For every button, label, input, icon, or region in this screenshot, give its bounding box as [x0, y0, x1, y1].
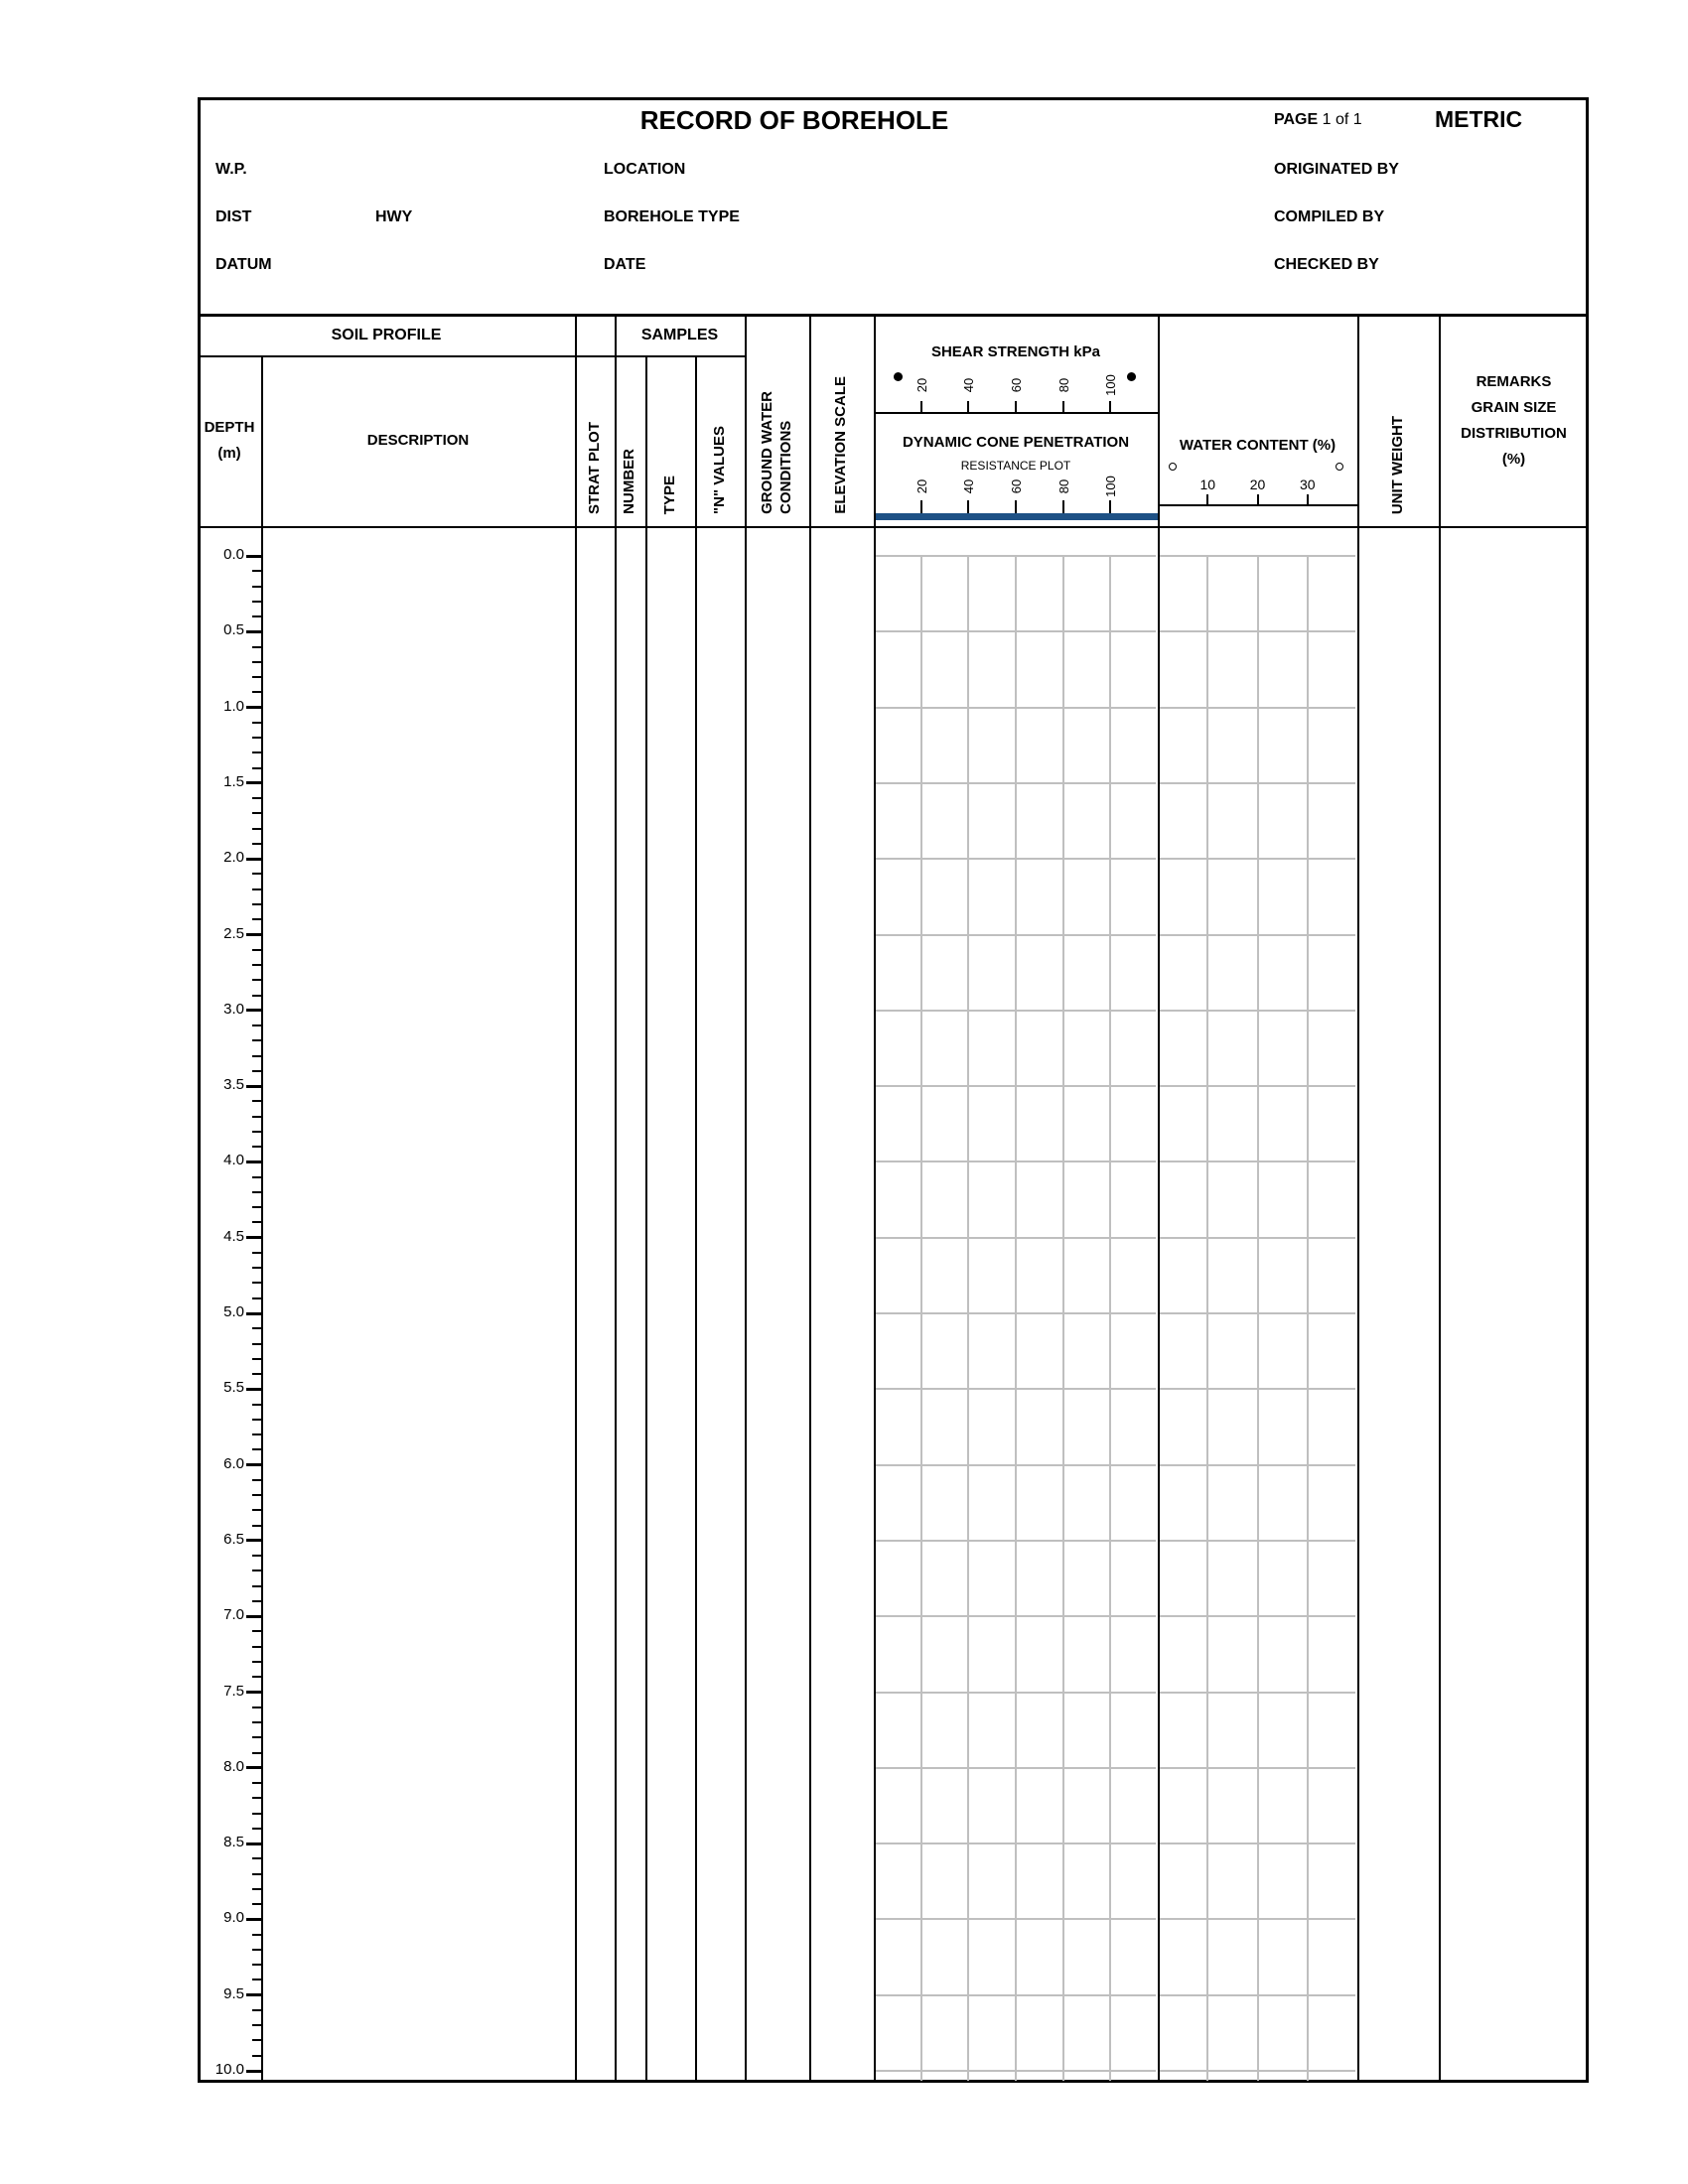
water-content-title: WATER CONTENT (%): [1179, 437, 1336, 454]
depth-label: 7.5: [223, 1682, 244, 1700]
depth-label: 2.5: [223, 924, 244, 942]
depth-label: 4.5: [223, 1227, 244, 1245]
depth-minor-tick: [252, 615, 261, 617]
plot-v-gridline: [1307, 556, 1309, 2081]
depth-major-tick: [246, 1009, 261, 1012]
depth-minor-tick: [252, 1661, 261, 1663]
depth-minor-tick: [252, 1979, 261, 1980]
depth-minor-tick: [252, 1116, 261, 1118]
depth-minor-tick: [252, 676, 261, 678]
depth-major-tick: [246, 858, 261, 861]
shear-tick: [967, 401, 969, 412]
dcpt-tick-label: 40: [961, 478, 977, 494]
depth-minor-tick: [252, 903, 261, 905]
borehole-type-label: BOREHOLE TYPE: [604, 208, 740, 225]
water-content-left-dot-icon: [1169, 463, 1177, 471]
shear-tick: [1109, 401, 1111, 412]
col-line-unitweight: [1439, 316, 1441, 2083]
depth-major-tick: [246, 1160, 261, 1163]
dcpt-subtitle: RESISTANCE PLOT: [960, 459, 1071, 473]
depth-label: 1.0: [223, 697, 244, 715]
depth-label: 4.0: [223, 1152, 244, 1169]
depth-major-tick: [246, 555, 261, 558]
water-content-tick: [1206, 494, 1208, 504]
depth-minor-tick: [252, 1448, 261, 1450]
depth-minor-tick: [252, 1585, 261, 1587]
depth-minor-tick: [252, 2039, 261, 2041]
ground-water-line2: CONDITIONS: [776, 420, 794, 514]
depth-minor-tick: [252, 797, 261, 799]
depth-major-tick: [246, 1691, 261, 1694]
depth-label: 3.5: [223, 1076, 244, 1094]
ground-water-line1: GROUND WATER: [758, 391, 775, 514]
depth-minor-tick: [252, 1509, 261, 1511]
plot-v-gridline: [920, 556, 922, 2081]
depth-minor-tick: [252, 601, 261, 603]
depth-minor-tick: [252, 1146, 261, 1148]
location-label: LOCATION: [604, 161, 686, 178]
depth-minor-tick: [252, 737, 261, 739]
depth-minor-tick: [252, 1813, 261, 1815]
depth-major-tick: [246, 1615, 261, 1618]
depth-minor-tick: [252, 1479, 261, 1481]
depth-minor-tick: [252, 995, 261, 997]
plot-v-gridline: [1062, 556, 1064, 2081]
depth-minor-tick: [252, 1888, 261, 1890]
depth-minor-tick: [252, 767, 261, 769]
depth-major-tick: [246, 706, 261, 709]
col-line-groundwater: [809, 316, 811, 2083]
depth-minor-tick: [252, 1782, 261, 1784]
depth-label: 6.5: [223, 1530, 244, 1548]
unit-weight-column-header: UNIT WEIGHT: [1388, 415, 1406, 514]
depth-major-tick: [246, 1766, 261, 1769]
depth-minor-tick: [252, 2024, 261, 2026]
depth-label: 8.0: [223, 1757, 244, 1775]
depth-minor-tick: [252, 888, 261, 890]
number-column-header: NUMBER: [621, 449, 638, 514]
shear-tick: [1015, 401, 1017, 412]
shear-tick-label: 20: [914, 377, 929, 393]
depth-minor-tick: [252, 1404, 261, 1406]
page-indicator: [1274, 111, 1362, 129]
water-content-right-dot-icon: [1336, 463, 1343, 471]
depth-minor-tick: [252, 949, 261, 951]
shear-left-dot-icon: [894, 372, 903, 381]
depth-minor-tick: [252, 1282, 261, 1284]
depth-minor-tick: [252, 1630, 261, 1632]
depth-major-tick: [246, 781, 261, 784]
dcpt-blue-axis-line: [874, 513, 1158, 520]
depth-minor-tick: [252, 918, 261, 920]
depth-minor-tick: [252, 1903, 261, 1905]
dcpt-tick: [967, 500, 969, 513]
depth-minor-tick: [252, 1706, 261, 1708]
ground-water-column-header: [745, 316, 809, 526]
samples-band: SAMPLES: [640, 327, 719, 343]
depth-major-tick: [246, 1993, 261, 1996]
depth-minor-tick: [252, 1419, 261, 1421]
shear-tick: [920, 401, 922, 412]
soil-profile-band: SOIL PROFILE: [331, 327, 442, 343]
dcpt-tick-label: 20: [914, 478, 929, 494]
n-values-column-header: "N" VALUES: [710, 426, 728, 514]
depth-minor-tick: [252, 979, 261, 981]
depth-minor-tick: [252, 2055, 261, 2057]
shear-tick-label: 100: [1103, 374, 1119, 396]
depth-minor-tick: [252, 691, 261, 693]
depth-label: DEPTH: [204, 418, 255, 436]
datum-label: DATUM: [215, 256, 272, 273]
depth-minor-tick: [252, 1373, 261, 1375]
depth-minor-tick: [252, 1873, 261, 1875]
date-label: DATE: [604, 256, 646, 273]
depth-minor-tick: [252, 1736, 261, 1738]
dcpt-tick-label: 60: [1009, 478, 1024, 494]
water-content-tick-label: 30: [1299, 477, 1316, 492]
header-bottom-border: [198, 526, 1589, 528]
depth-major-tick: [246, 1463, 261, 1466]
depth-label: 8.5: [223, 1834, 244, 1851]
hwy-label: HWY: [375, 208, 413, 225]
depth-major-tick: [246, 1236, 261, 1239]
remarks-line1: REMARKS: [1476, 372, 1552, 390]
shear-tick: [1062, 401, 1064, 412]
depth-minor-tick: [252, 661, 261, 663]
depth-minor-tick: [252, 1857, 261, 1859]
remarks-column-header: [1439, 316, 1589, 526]
depth-minor-tick: [252, 1191, 261, 1193]
col-line-elevation: [874, 316, 876, 2083]
plot-v-gridline: [967, 556, 969, 2081]
originated-by-label: ORIGINATED BY: [1274, 161, 1399, 178]
depth-minor-tick: [252, 1358, 261, 1360]
depth-minor-tick: [252, 1494, 261, 1496]
depth-label: 0.0: [223, 546, 244, 563]
depth-major-tick: [246, 1388, 261, 1391]
depth-minor-tick: [252, 1752, 261, 1754]
depth-minor-tick: [252, 1964, 261, 1966]
depth-minor-tick: [252, 1600, 261, 1602]
dcpt-title: DYNAMIC CONE PENETRATION: [902, 434, 1130, 451]
depth-minor-tick: [252, 812, 261, 814]
depth-label: 6.0: [223, 1454, 244, 1472]
col-line-depth: [261, 355, 263, 2083]
depth-minor-tick: [252, 1221, 261, 1223]
remarks-line2: GRAIN SIZE: [1471, 398, 1557, 416]
description-column-header: DESCRIPTION: [366, 431, 470, 449]
depth-minor-tick: [252, 1267, 261, 1269]
depth-minor-tick: [252, 828, 261, 830]
depth-label: 1.5: [223, 772, 244, 790]
depth-minor-tick: [252, 1555, 261, 1557]
dcpt-tick: [1109, 500, 1111, 513]
depth-minor-tick: [252, 1433, 261, 1435]
metric-label: METRIC: [1435, 106, 1523, 132]
plot-v-gridline: [1109, 556, 1111, 2081]
plot-v-gridline: [1257, 556, 1259, 2081]
depth-minor-tick: [252, 1039, 261, 1041]
col-line-shear: [1158, 316, 1160, 2083]
depth-column-header: [198, 355, 261, 526]
depth-minor-tick: [252, 1070, 261, 1072]
remarks-line3: DISTRIBUTION: [1461, 425, 1567, 442]
page-value: 1 of 1: [1322, 111, 1362, 128]
depth-minor-tick: [252, 1206, 261, 1208]
depth-minor-tick: [252, 1949, 261, 1951]
depth-minor-tick: [252, 1525, 261, 1527]
depth-minor-tick: [252, 1176, 261, 1178]
depth-major-tick: [246, 1918, 261, 1921]
page-label: PAGE: [1274, 111, 1319, 128]
depth-major-tick: [246, 1312, 261, 1315]
water-content-axis-line: [1158, 504, 1357, 506]
elevation-scale-column-header: ELEVATION SCALE: [832, 376, 850, 514]
shear-divider-line: [874, 412, 1158, 414]
shear-tick-label: 80: [1055, 377, 1071, 393]
strat-plot-column-header: STRAT PLOT: [585, 421, 603, 514]
depth-major-tick: [246, 933, 261, 936]
depth-major-tick: [246, 1539, 261, 1542]
dcpt-tick: [1015, 500, 1017, 513]
depth-minor-tick: [252, 1934, 261, 1936]
depth-label: 2.0: [223, 849, 244, 867]
depth-minor-tick: [252, 646, 261, 648]
page-title: RECORD OF BOREHOLE: [639, 105, 949, 135]
depth-minor-tick: [252, 586, 261, 588]
depth-minor-tick: [252, 1570, 261, 1571]
col-line-nvalues: [745, 316, 747, 2083]
depth-minor-tick: [252, 964, 261, 966]
water-content-tick: [1307, 494, 1309, 504]
depth-minor-tick: [252, 1828, 261, 1830]
depth-minor-tick: [252, 1721, 261, 1723]
water-content-tick: [1257, 494, 1259, 504]
col-line-description: [575, 316, 577, 2083]
dist-label: DIST: [215, 208, 252, 225]
dcpt-tick-label: 80: [1055, 478, 1071, 494]
depth-minor-tick: [252, 751, 261, 753]
depth-label: 5.5: [223, 1379, 244, 1397]
wp-label: W.P.: [215, 161, 247, 178]
plot-v-gridline: [1206, 556, 1208, 2081]
dcpt-tick: [1062, 500, 1064, 513]
depth-minor-tick: [252, 1055, 261, 1057]
depth-label: 7.0: [223, 1606, 244, 1624]
depth-minor-tick: [252, 1797, 261, 1799]
depth-major-tick: [246, 1843, 261, 1845]
depth-label: 5.0: [223, 1303, 244, 1320]
depth-minor-tick: [252, 570, 261, 572]
plot-v-gridline: [1015, 556, 1017, 2081]
depth-minor-tick: [252, 2009, 261, 2011]
depth-minor-tick: [252, 1343, 261, 1345]
depth-minor-tick: [252, 843, 261, 845]
compiled-by-label: COMPILED BY: [1274, 208, 1385, 225]
shear-strength-title: SHEAR STRENGTH kPa: [930, 343, 1101, 360]
checked-by-label: CHECKED BY: [1274, 256, 1379, 273]
depth-unit-label: (m): [217, 445, 241, 462]
col-line-number: [645, 355, 647, 2083]
depth-minor-tick: [252, 873, 261, 875]
depth-major-tick: [246, 2070, 261, 2073]
water-content-tick-label: 20: [1249, 477, 1266, 492]
col-line-type: [695, 355, 697, 2083]
shear-tick-label: 40: [961, 377, 977, 393]
depth-major-tick: [246, 630, 261, 633]
shear-right-dot-icon: [1127, 372, 1136, 381]
type-column-header: TYPE: [660, 475, 678, 514]
dcpt-tick-label: 100: [1103, 476, 1119, 497]
depth-minor-tick: [252, 1327, 261, 1329]
water-content-tick-label: 10: [1199, 477, 1216, 492]
dcpt-tick: [920, 500, 922, 513]
col-line-watercontent: [1357, 316, 1359, 2083]
depth-major-tick: [246, 1085, 261, 1088]
depth-label: 9.0: [223, 1909, 244, 1927]
depth-minor-tick: [252, 1024, 261, 1026]
depth-label: 3.0: [223, 1000, 244, 1018]
depth-minor-tick: [252, 1646, 261, 1648]
shear-tick-label: 60: [1009, 377, 1024, 393]
depth-minor-tick: [252, 1131, 261, 1133]
depth-minor-tick: [252, 1100, 261, 1102]
depth-label: 0.5: [223, 621, 244, 639]
remarks-line4: (%): [1501, 451, 1526, 469]
depth-label: 10.0: [214, 2061, 244, 2078]
depth-minor-tick: [252, 1676, 261, 1678]
depth-minor-tick: [252, 1297, 261, 1299]
depth-minor-tick: [252, 1252, 261, 1254]
col-line-strat: [615, 316, 617, 2083]
depth-label: 9.5: [223, 1984, 244, 2002]
depth-minor-tick: [252, 722, 261, 724]
